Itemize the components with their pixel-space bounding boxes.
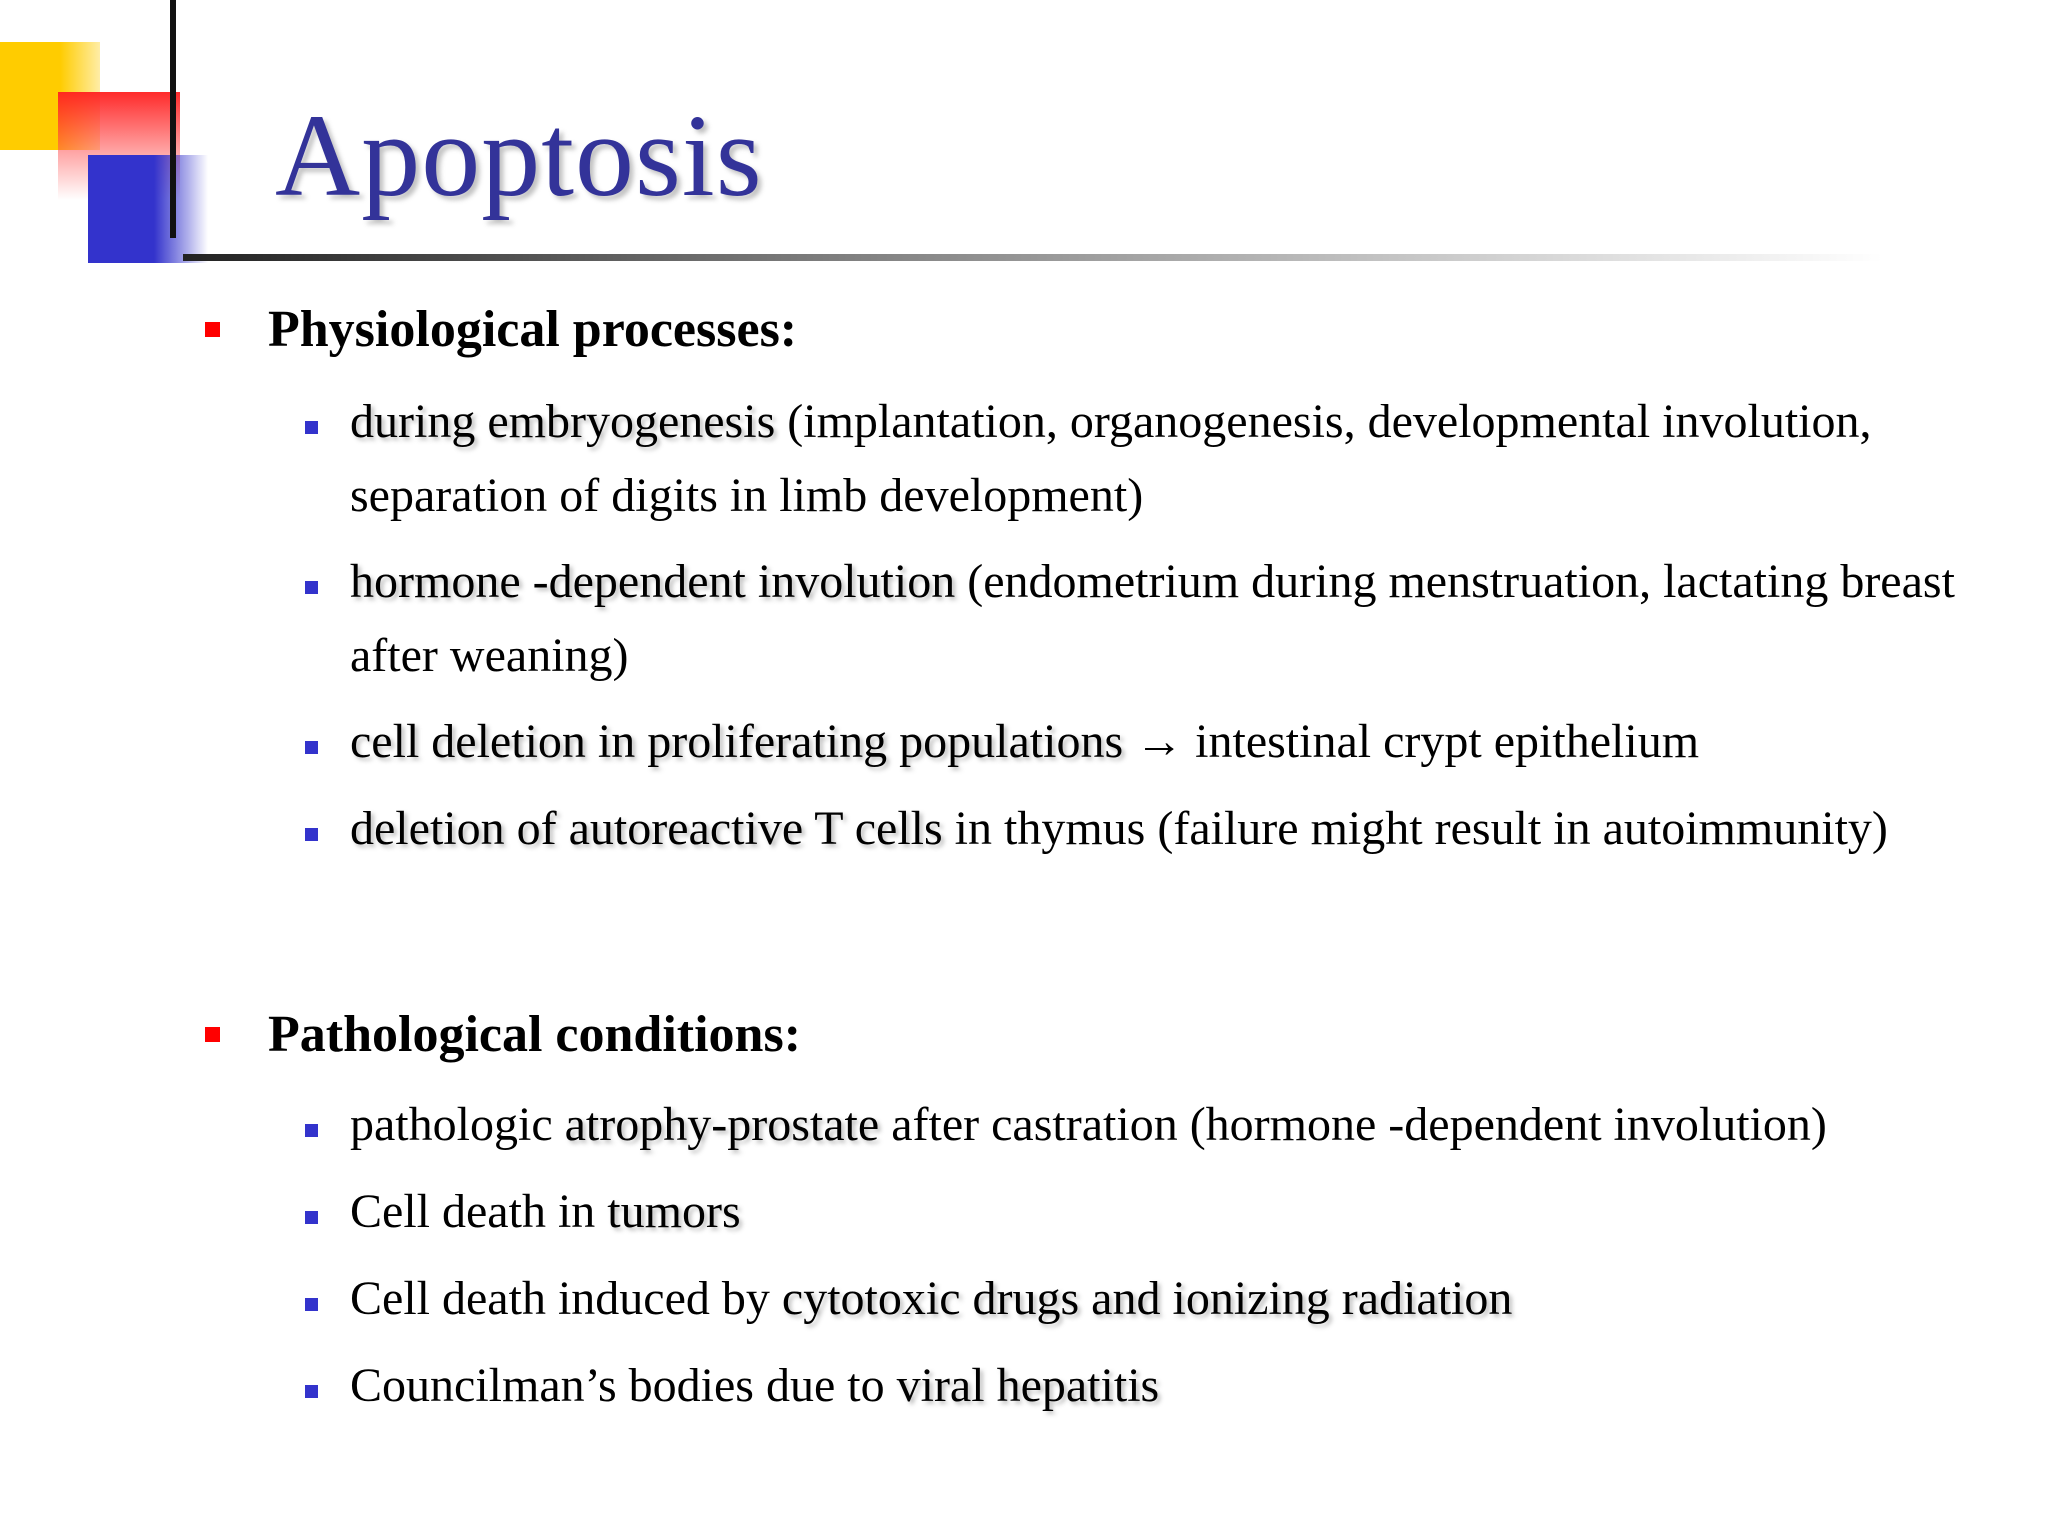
slide-title: Apoptosis xyxy=(275,90,763,221)
item-detail: intestinal crypt epithelium xyxy=(1195,715,1700,768)
list-item xyxy=(305,792,2025,866)
blue-square-bullet-icon xyxy=(305,421,318,434)
red-square-bullet-icon xyxy=(205,322,220,337)
list-item xyxy=(305,1088,2025,1162)
emphasized-phrase: deletion of autoreactive T cells xyxy=(350,802,943,855)
blue-square-bullet-icon xyxy=(305,1124,318,1137)
list-item xyxy=(305,385,2025,533)
item-detail: after castration (hormone -dependent involution) xyxy=(879,1098,1827,1151)
list-item-text xyxy=(350,792,2025,866)
section-heading-text: Physiological processes: xyxy=(268,301,798,358)
item-lead: pathologic xyxy=(350,1098,565,1151)
list-item xyxy=(305,545,2025,693)
item-detail: (endometrium during menstruation, lactating breast after weaning) xyxy=(350,555,1955,682)
emphasized-phrase: viral hepatitis xyxy=(896,1359,1160,1412)
list-item xyxy=(305,1349,2025,1423)
blue-square-bullet-icon xyxy=(305,1385,318,1398)
blue-square-bullet-icon xyxy=(305,1211,318,1224)
section-heading-pathological xyxy=(205,1005,801,1064)
list-item-text xyxy=(350,545,2025,693)
item-detail: in thymus (failure might result in autoimmunity) xyxy=(942,802,1888,855)
list-item xyxy=(305,1175,2025,1249)
section-heading-text: Pathological conditions: xyxy=(268,1006,802,1063)
blue-square-bullet-icon xyxy=(305,1298,318,1311)
list-item-text xyxy=(350,1349,2025,1423)
list-item-text xyxy=(350,705,2025,779)
red-square-bullet-icon xyxy=(205,1027,220,1042)
emphasized-phrase: hormone -dependent involution xyxy=(350,555,956,608)
emphasized-phrase: during embryogenesis xyxy=(350,395,776,448)
item-lead: Councilman’s bodies due to xyxy=(350,1359,897,1412)
arrow-icon: → xyxy=(1123,715,1196,768)
section-heading-physiological xyxy=(205,300,797,359)
item-lead: Cell death induced by xyxy=(350,1272,782,1325)
list-item xyxy=(305,1262,2025,1336)
list-item-text xyxy=(350,1262,2025,1336)
title-underline xyxy=(183,254,1883,261)
list-item-text xyxy=(350,1175,2025,1249)
item-detail: (implantation, organogenesis, developmental involution, separation of digits in limb development) xyxy=(350,395,1872,522)
list-item xyxy=(305,705,2025,779)
emphasized-phrase: tumors xyxy=(607,1185,741,1238)
item-lead: Cell death in xyxy=(350,1185,608,1238)
decorative-blue-square xyxy=(88,155,208,263)
decorative-vertical-line xyxy=(170,0,176,238)
emphasized-phrase: cell deletion in proliferating populations xyxy=(350,715,1124,768)
list-item-text xyxy=(350,1088,2025,1162)
blue-square-bullet-icon xyxy=(305,581,318,594)
emphasized-phrase: atrophy-prostate xyxy=(564,1098,880,1151)
emphasized-phrase: cytotoxic drugs and ionizing radiation xyxy=(781,1272,1513,1325)
blue-square-bullet-icon xyxy=(305,828,318,841)
list-item-text xyxy=(350,385,2025,533)
blue-square-bullet-icon xyxy=(305,741,318,754)
